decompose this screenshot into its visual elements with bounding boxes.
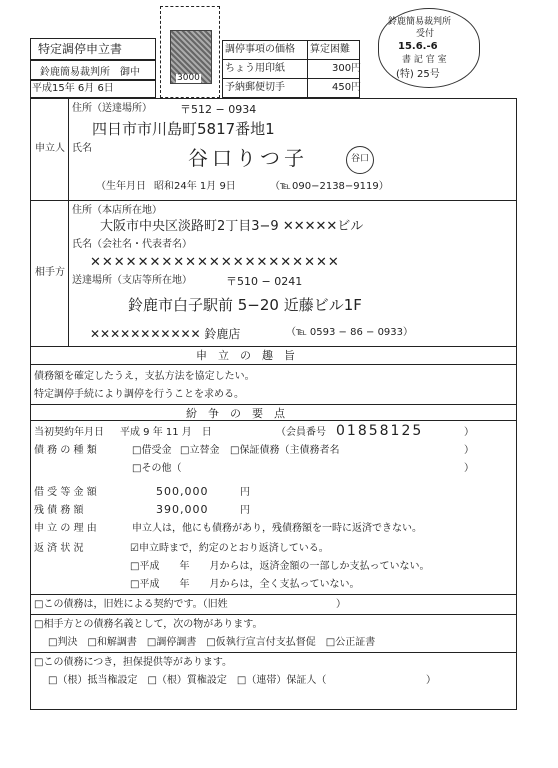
debt-type-loan[interactable]: □借受金 <box>132 445 172 456</box>
contract-date-label: 当初契約年月日 <box>34 427 104 438</box>
respondent-address-label: 住所（本店所在地） <box>72 205 162 216</box>
receipt-stamp-received: 受付 <box>416 29 435 39</box>
debt-type-guarantee[interactable]: □保証債務（主債務者名 <box>230 445 340 456</box>
applicant-address-label: 住所（送達場所） <box>72 103 152 114</box>
member-no-close: ） <box>464 427 474 438</box>
applicant-name: 谷口りつ子 <box>188 146 308 170</box>
receipt-stamp-date: 15.6.-6 <box>398 41 438 52</box>
debt-type-close: ） <box>464 445 474 456</box>
title-of-debt-check[interactable]: □相手方との債務名義として，次の物があります。 <box>34 619 263 630</box>
borrowed-value: 500,000 <box>156 485 209 498</box>
repay-option-3[interactable]: □平成 年 月からは，全く支払っていない。 <box>130 579 360 590</box>
applicant-tel-prefix: （℡ <box>270 181 291 192</box>
title-of-debt-options[interactable]: □判決 □和解調書 □調停調書 □仮執行宣言付支払督促 □公正証書 <box>48 637 376 648</box>
fee-r1-value: 300円 <box>332 63 362 74</box>
repay-label: 返 済 状 況 <box>34 543 84 554</box>
stamp-value: 3000 <box>177 73 200 83</box>
repay-option-1[interactable]: ☑申立時まで，約定のとおり返済している。 <box>130 543 329 554</box>
receipt-stamp-number: (特) 25号 <box>396 69 440 80</box>
borrowed-yen: 円 <box>240 487 250 498</box>
respondent-tel: （℡ 0593 − 86 − 0933） <box>286 327 414 338</box>
remaining-yen: 円 <box>240 505 250 516</box>
security-close: ） <box>426 675 436 686</box>
fee-r2-value: 450円 <box>332 82 362 93</box>
birth-date: 昭和24年 1月 9日 <box>154 181 236 192</box>
member-no: 01858125 <box>336 423 424 439</box>
reason-label: 申 立 の 理 由 <box>34 523 97 534</box>
respondent-section-label: 相手方 <box>35 267 65 278</box>
debt-type-label: 債 務 の 種 類 <box>34 445 97 456</box>
receipt-stamp-office: 書 記 官 室 <box>402 55 447 65</box>
reason-text: 申立人は，他にも債務があり，残債務額を一時に返済できない。 <box>132 523 422 534</box>
respondent-name: ✕✕✕✕✕✕✕✕✕✕✕✕✕✕✕✕✕✕✕✕✕ <box>90 255 340 270</box>
applicant-postal: 〒512 − 0934 <box>180 103 257 116</box>
receipt-stamp-court: 鈴鹿簡易裁判所 <box>388 17 452 27</box>
member-no-label: （会員番号 <box>276 427 326 438</box>
security-options[interactable]: □（根）抵当権設定 □（根）質権設定 □（連帯）保証人（ <box>48 675 327 686</box>
fee-h2: 算定困難 <box>310 44 350 55</box>
fee-r2-label: 予納郵便切手 <box>225 82 285 93</box>
remaining-label: 残 債 務 額 <box>34 505 84 516</box>
debt-type-advance[interactable]: □立替金 <box>180 445 220 456</box>
purpose-line-1: 債務額を確定したうえ，支払方法を協定したい。 <box>34 371 255 382</box>
purpose-header: 申 立 の 趣 旨 <box>196 349 295 362</box>
applicant-name-label: 氏名 <box>72 143 92 154</box>
birth-label: （生年月日 <box>96 181 146 192</box>
applicant-section-label: 申立人 <box>35 143 65 154</box>
page-title: 特定調停申立書 <box>38 42 123 56</box>
remaining-value: 390,000 <box>156 503 209 516</box>
application-date: 平成15年 6月 6日 <box>32 83 114 94</box>
borrowed-label: 借 受 等 金 額 <box>34 487 97 498</box>
court-box <box>30 60 156 80</box>
respondent-address: 大阪市中央区淡路町2丁目3−9 ✕✕✕✕✕ビル <box>100 219 364 234</box>
applicant-tel: 090−2138−9119） <box>292 181 389 192</box>
debt-type-other-close: ） <box>464 463 474 474</box>
applicant-seal-text: 谷口 <box>351 154 370 164</box>
repay-option-2[interactable]: □平成 年 月からは，返済金額の一部しか支払っていない。 <box>130 561 430 572</box>
respondent-service-label: 送達場所（支店等所在地） <box>72 275 192 286</box>
respondent-branch: ✕✕✕✕✕✕✕✕✕✕✕ 鈴鹿店 <box>90 327 241 341</box>
debt-type-other[interactable]: □その他（ <box>132 463 182 474</box>
respondent-name-label: 氏名（会社名・代表者名） <box>72 239 192 250</box>
respondent-service-address: 鈴鹿市白子駅前 5−20 近藤ビル1F <box>128 296 362 314</box>
old-name-close: ） <box>336 599 346 610</box>
fee-r1-label: ちょう用印紙 <box>225 63 285 74</box>
purpose-line-2: 特定調停手続により調停を行うことを求める。 <box>34 389 244 400</box>
contract-date: 平成 9 年 11 月 日 <box>120 427 212 438</box>
security-check[interactable]: □この債務につき，担保提供等があります。 <box>34 657 233 668</box>
old-name-check[interactable]: □この債務は，旧姓による契約です。（旧姓 <box>34 599 228 610</box>
dispute-header: 紛 争 の 要 点 <box>186 407 285 420</box>
applicant-address: 四日市市川島町5817番地1 <box>92 120 275 138</box>
court-name: 鈴鹿簡易裁判所 御中 <box>40 67 140 78</box>
respondent-postal: 〒510 − 0241 <box>226 275 303 288</box>
fee-h1: 調停事項の価格 <box>225 44 295 55</box>
